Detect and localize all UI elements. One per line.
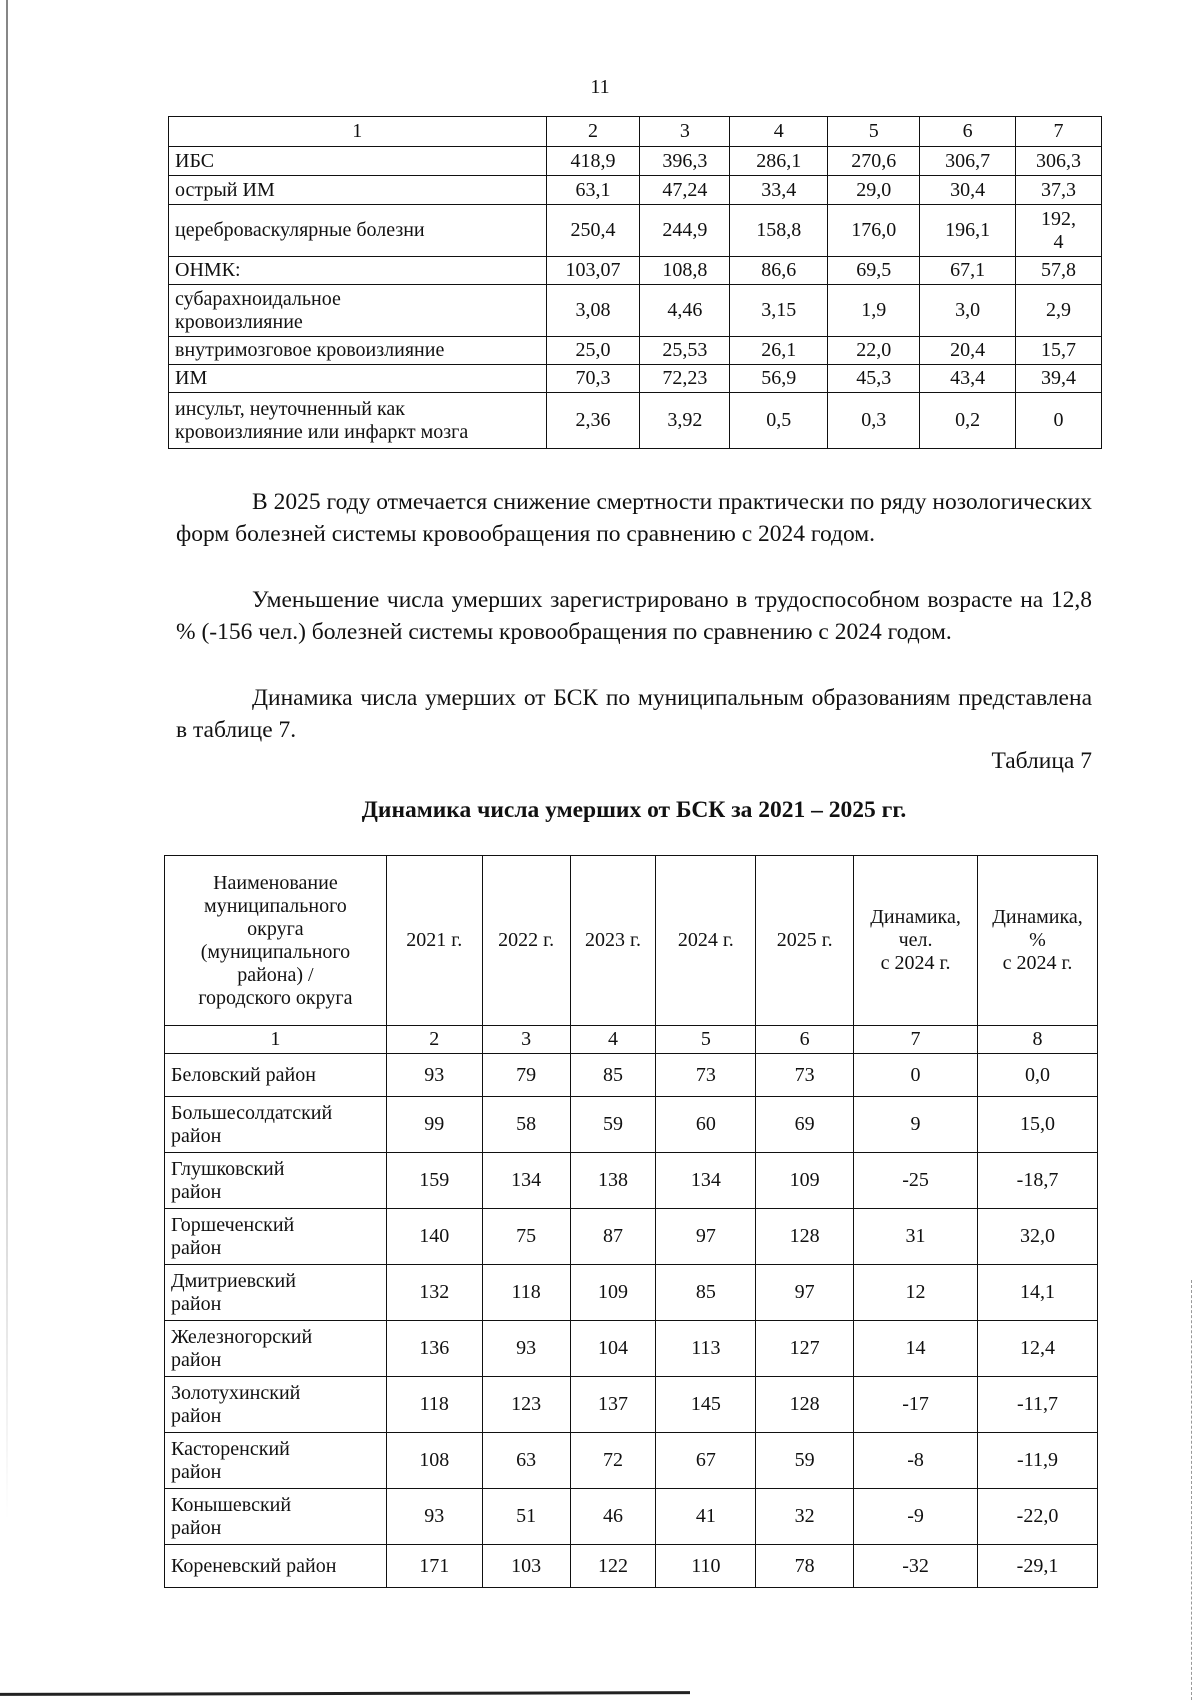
cell-value: 103 (482, 1545, 570, 1588)
cell-value: 15,0 (978, 1097, 1098, 1153)
cell-value: 134 (482, 1153, 570, 1209)
cell-value: -17 (854, 1377, 978, 1433)
cell-value: 123 (482, 1377, 570, 1433)
cell-value: 0 (1016, 393, 1102, 449)
header-dynamics-percent: Динамика, % с 2024 г. (978, 856, 1098, 1026)
column-number: 3 (640, 117, 730, 147)
cell-value: 3,92 (640, 393, 730, 449)
cell-value: 57,8 (1016, 257, 1102, 285)
table-row (169, 337, 1102, 365)
table-row (165, 1377, 1098, 1433)
table-label: Таблица 7 (991, 748, 1092, 774)
row-name: ОНМК: (169, 257, 547, 285)
cell-value: 59 (570, 1097, 656, 1153)
scan-edge-left (6, 0, 8, 1520)
table-title: Динамика числа умерших от БСК за 2021 – 2025 гг. (361, 797, 907, 823)
column-number: 1 (165, 1026, 387, 1054)
cell-value: 134 (656, 1153, 756, 1209)
cell-value: 75 (482, 1209, 570, 1265)
paragraph (176, 584, 1092, 648)
column-number: 1 (169, 117, 547, 147)
table-row (165, 1265, 1098, 1321)
cell-value: 26,1 (730, 337, 828, 365)
cell-value: 32 (756, 1489, 854, 1545)
table-row (169, 205, 1102, 257)
column-number: 5 (828, 117, 920, 147)
cell-value: 15,7 (1016, 337, 1102, 365)
cell-value: 108 (386, 1433, 482, 1489)
cell-value: 137 (570, 1377, 656, 1433)
column-number: 2 (386, 1026, 482, 1054)
cell-value: 30,4 (920, 176, 1016, 205)
table-header-row (169, 117, 1102, 147)
column-number: 4 (730, 117, 828, 147)
cell-value: 192, 4 (1016, 205, 1102, 257)
cell-value: 56,9 (730, 365, 828, 393)
column-number: 7 (854, 1026, 978, 1054)
cell-value: 93 (386, 1054, 482, 1097)
column-numbers-row (165, 1026, 1098, 1054)
column-number: 6 (756, 1026, 854, 1054)
cell-value: 138 (570, 1153, 656, 1209)
cell-value: 85 (570, 1054, 656, 1097)
cell-value: 67 (656, 1433, 756, 1489)
table-row (169, 147, 1102, 176)
header-year: 2023 г. (570, 856, 656, 1026)
table-row (165, 1054, 1098, 1097)
cell-value: 3,15 (730, 285, 828, 337)
district-name: Кореневский район (165, 1545, 387, 1588)
page-number: 11 (590, 76, 610, 98)
cell-value: 63,1 (546, 176, 640, 205)
cell-value: 58 (482, 1097, 570, 1153)
cell-value: 196,1 (920, 205, 1016, 257)
cell-value: 110 (656, 1545, 756, 1588)
cell-value: 132 (386, 1265, 482, 1321)
cell-value: 87 (570, 1209, 656, 1265)
district-name: Горшеченский район (165, 1209, 387, 1265)
cell-value: 25,0 (546, 337, 640, 365)
cell-value: 51 (482, 1489, 570, 1545)
cell-value: 128 (756, 1377, 854, 1433)
cell-value: 2,9 (1016, 285, 1102, 337)
cell-value: 306,3 (1016, 147, 1102, 176)
cell-value: 60 (656, 1097, 756, 1153)
deaths-by-district-table (164, 855, 1098, 1588)
cell-value: 31 (854, 1209, 978, 1265)
cell-value: 244,9 (640, 205, 730, 257)
cell-value: 103,07 (546, 257, 640, 285)
cell-value: 39,4 (1016, 365, 1102, 393)
header-district: Наименование муниципального округа (муниципального района) / городского округа (165, 856, 387, 1026)
header-year: 2021 г. (386, 856, 482, 1026)
table-row (165, 1489, 1098, 1545)
cell-value: 128 (756, 1209, 854, 1265)
scan-edge-bottom (0, 1691, 690, 1696)
cell-value: 2,36 (546, 393, 640, 449)
cell-value: 4,46 (640, 285, 730, 337)
cell-value: 14,1 (978, 1265, 1098, 1321)
header-year: 2024 г. (656, 856, 756, 1026)
cell-value: 1,9 (828, 285, 920, 337)
row-name: цереброваскулярные болезни (169, 205, 547, 257)
cell-value: 41 (656, 1489, 756, 1545)
cell-value: 99 (386, 1097, 482, 1153)
cell-value: 59 (756, 1433, 854, 1489)
cell-value: 0,0 (978, 1054, 1098, 1097)
table-row (165, 1321, 1098, 1377)
mortality-rates-table (168, 116, 1102, 449)
paragraph (176, 682, 1092, 746)
row-name: ИБС (169, 147, 547, 176)
row-name: внутримозговое кровоизлияние (169, 337, 547, 365)
column-number: 6 (920, 117, 1016, 147)
cell-value: -18,7 (978, 1153, 1098, 1209)
cell-value: -9 (854, 1489, 978, 1545)
district-name: Глушковский район (165, 1153, 387, 1209)
cell-value: 97 (656, 1209, 756, 1265)
cell-value: -22,0 (978, 1489, 1098, 1545)
cell-value: 47,24 (640, 176, 730, 205)
cell-value: 109 (570, 1265, 656, 1321)
cell-value: 85 (656, 1265, 756, 1321)
cell-value: 108,8 (640, 257, 730, 285)
cell-value: 286,1 (730, 147, 828, 176)
column-number: 7 (1016, 117, 1102, 147)
cell-value: 0,3 (828, 393, 920, 449)
cell-value: 22,0 (828, 337, 920, 365)
column-number: 8 (978, 1026, 1098, 1054)
row-name: острый ИМ (169, 176, 547, 205)
cell-value: 0,5 (730, 393, 828, 449)
cell-value: 3,0 (920, 285, 1016, 337)
cell-value: 0,2 (920, 393, 1016, 449)
cell-value: 109 (756, 1153, 854, 1209)
cell-value: 3,08 (546, 285, 640, 337)
district-name: Золотухинский район (165, 1377, 387, 1433)
cell-value: 136 (386, 1321, 482, 1377)
cell-value: 32,0 (978, 1209, 1098, 1265)
cell-value: 176,0 (828, 205, 920, 257)
cell-value: -25 (854, 1153, 978, 1209)
row-name: инсульт, неуточненный как кровоизлияние или инфаркт мозга (169, 393, 547, 449)
cell-value: 93 (482, 1321, 570, 1377)
cell-value: 12,4 (978, 1321, 1098, 1377)
cell-value: 14 (854, 1321, 978, 1377)
cell-value: 104 (570, 1321, 656, 1377)
table-row (165, 1433, 1098, 1489)
cell-value: 79 (482, 1054, 570, 1097)
cell-value: 12 (854, 1265, 978, 1321)
paragraph (176, 486, 1092, 550)
cell-value: 118 (386, 1377, 482, 1433)
column-number: 2 (546, 117, 640, 147)
table-row (165, 1209, 1098, 1265)
district-name: Дмитриевский район (165, 1265, 387, 1321)
cell-value: -8 (854, 1433, 978, 1489)
table-row (169, 365, 1102, 393)
cell-value: 140 (386, 1209, 482, 1265)
header-year: 2022 г. (482, 856, 570, 1026)
cell-value: 29,0 (828, 176, 920, 205)
cell-value: 73 (756, 1054, 854, 1097)
cell-value: 127 (756, 1321, 854, 1377)
table-row (165, 1153, 1098, 1209)
table-row (165, 1097, 1098, 1153)
cell-value: 37,3 (1016, 176, 1102, 205)
district-name: Беловский район (165, 1054, 387, 1097)
cell-value: 118 (482, 1265, 570, 1321)
column-number: 5 (656, 1026, 756, 1054)
cell-value: 122 (570, 1545, 656, 1588)
table-row (165, 1545, 1098, 1588)
table-row (169, 257, 1102, 285)
table-row (169, 285, 1102, 337)
header-year: 2025 г. (756, 856, 854, 1026)
table-header-row (165, 856, 1098, 1026)
cell-value: 73 (656, 1054, 756, 1097)
cell-value: 270,6 (828, 147, 920, 176)
cell-value: 145 (656, 1377, 756, 1433)
district-name: Конышевский район (165, 1489, 387, 1545)
district-name: Большесолдатский район (165, 1097, 387, 1153)
paragraph-text: В 2025 году отмечается снижение смертности практически по ряду нозологических форм болезней системы кровообращения по сравнению с 2024 годом. (176, 489, 1092, 547)
cell-value: 25,53 (640, 337, 730, 365)
cell-value: 72 (570, 1433, 656, 1489)
cell-value: 20,4 (920, 337, 1016, 365)
cell-value: 0 (854, 1054, 978, 1097)
cell-value: 70,3 (546, 365, 640, 393)
cell-value: 46 (570, 1489, 656, 1545)
cell-value: -32 (854, 1545, 978, 1588)
cell-value: 306,7 (920, 147, 1016, 176)
cell-value: 78 (756, 1545, 854, 1588)
row-name: субарахноидальное кровоизлияние (169, 285, 547, 337)
paragraph-text: Динамика числа умерших от БСК по муниципальным образованиям представлена в таблице 7. (176, 685, 1092, 743)
cell-value: 93 (386, 1489, 482, 1545)
cell-value: 396,3 (640, 147, 730, 176)
cell-value: 158,8 (730, 205, 828, 257)
table-row (169, 393, 1102, 449)
cell-value: 97 (756, 1265, 854, 1321)
cell-value: 159 (386, 1153, 482, 1209)
cell-value: 67,1 (920, 257, 1016, 285)
cell-value: 45,3 (828, 365, 920, 393)
cell-value: 9 (854, 1097, 978, 1153)
cell-value: 171 (386, 1545, 482, 1588)
cell-value: 43,4 (920, 365, 1016, 393)
column-number: 4 (570, 1026, 656, 1054)
cell-value: -11,9 (978, 1433, 1098, 1489)
cell-value: 33,4 (730, 176, 828, 205)
cell-value: -29,1 (978, 1545, 1098, 1588)
row-name: ИМ (169, 365, 547, 393)
cell-value: 113 (656, 1321, 756, 1377)
district-name: Касторенский район (165, 1433, 387, 1489)
scan-edge-right (1190, 1280, 1192, 1700)
cell-value: 69 (756, 1097, 854, 1153)
paragraph-text: Уменьшение числа умерших зарегистрировано в трудоспособном возрасте на 12,8 % (-156 чел.) болезней системы кровообращения по сравнению с 2024 годом. (176, 587, 1092, 645)
cell-value: -11,7 (978, 1377, 1098, 1433)
cell-value: 72,23 (640, 365, 730, 393)
column-number: 3 (482, 1026, 570, 1054)
cell-value: 86,6 (730, 257, 828, 285)
cell-value: 63 (482, 1433, 570, 1489)
cell-value: 418,9 (546, 147, 640, 176)
district-name: Железногорский район (165, 1321, 387, 1377)
cell-value: 69,5 (828, 257, 920, 285)
header-dynamics-persons: Динамика, чел. с 2024 г. (854, 856, 978, 1026)
cell-value: 250,4 (546, 205, 640, 257)
table-row (169, 176, 1102, 205)
